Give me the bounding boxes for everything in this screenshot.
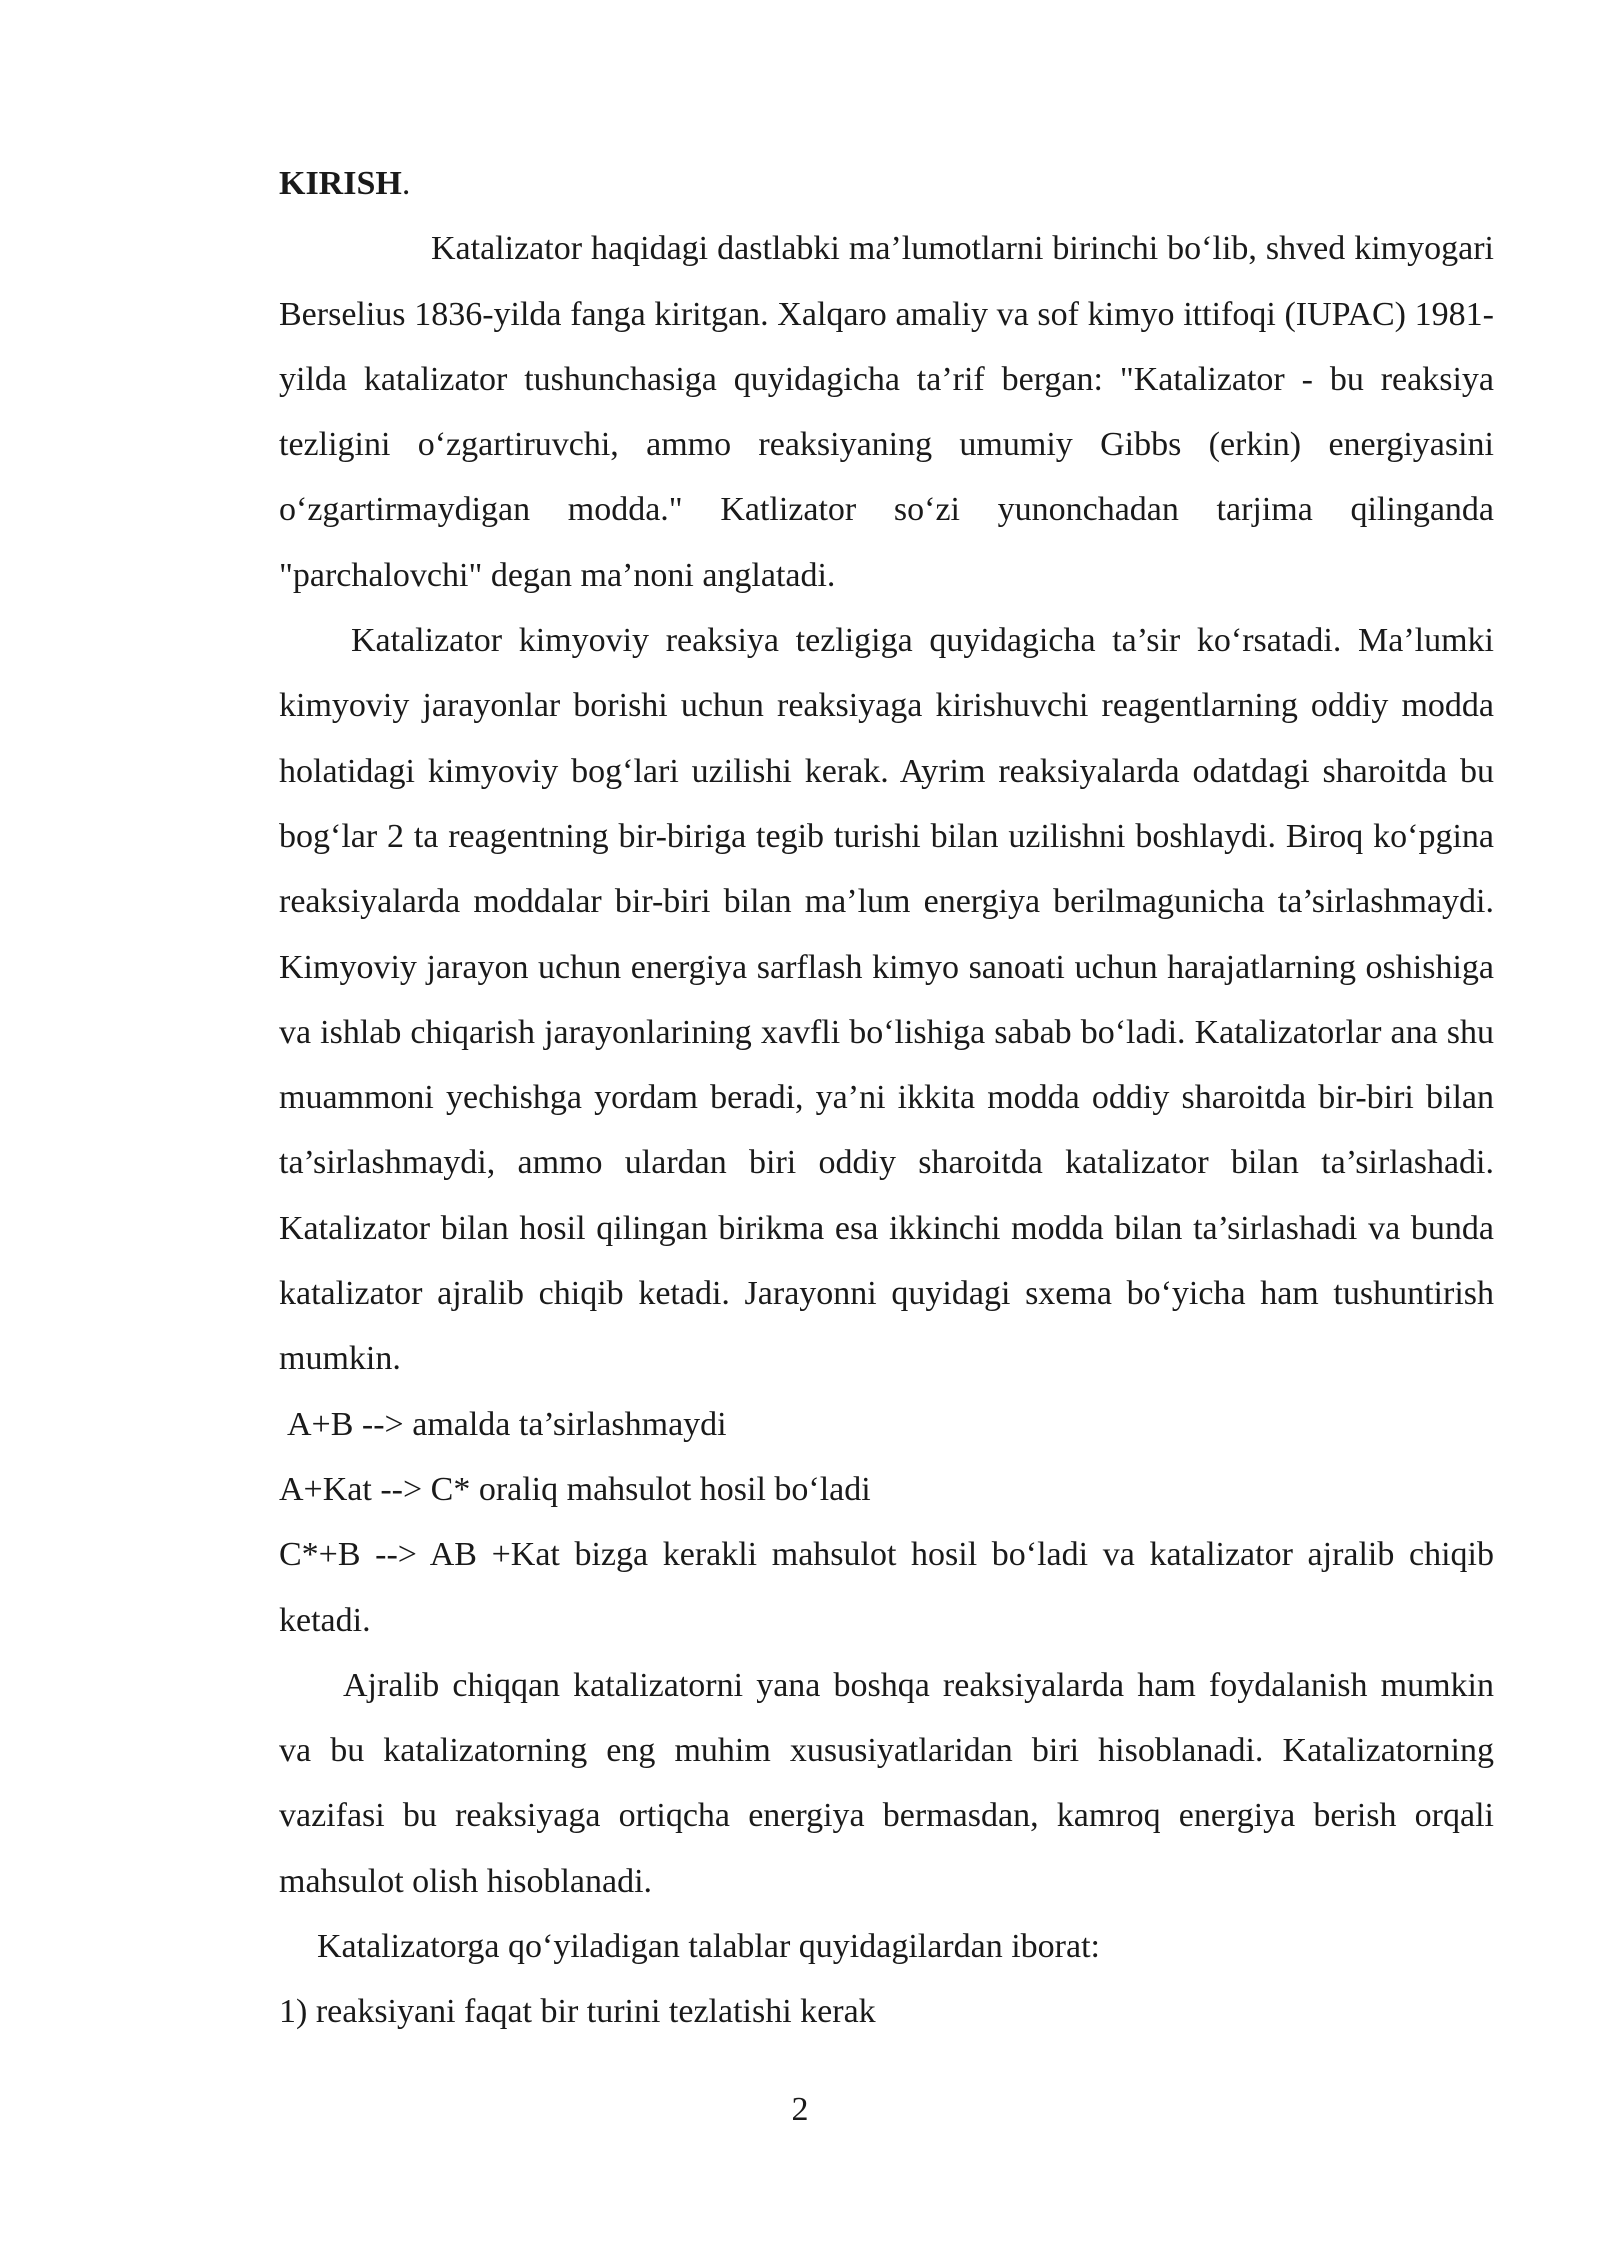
section-heading-suffix: .: [401, 165, 411, 202]
scheme-line: A+Kat --> C* oraliq mahsulot hosil bo‘ladi: [279, 1470, 871, 1508]
requirements-list: [279, 1979, 1494, 2044]
paragraph-reuse: Ajralib chiqqan katalizatorni yana boshqa reaksiyalarda ham foydalanish mumkin va bu katalizatorning eng muhim xususiyatlaridan biri hisoblanadi. Katalizatorning vazifasi bu reaksiyaga ortiqcha energiya bermasdan, kamroq energiya berish orqali mahsulot olish hisoblanadi.: [279, 1666, 1494, 1900]
scheme-line: C*+B --> AB +Kat bizga kerakli mahsulot hosil bo‘ladi va katalizator ajralib chiqib ketadi.: [279, 1536, 1494, 1639]
section-heading-title: KIRISH: [279, 165, 402, 202]
section-heading: [279, 151, 1494, 216]
reaction-scheme: [279, 1392, 1494, 1653]
paragraph-intro: Katalizator haqidagi dastlabki ma’lumotlarni birinchi bo‘lib, shved kimyogari Berselius 1836-yilda fanga kiritgan. Xalqaro amaliy va sof kimyo ittifoqi (IUPAC) 1981-yilda katalizator tushunchasiga quyidagicha ta’rif bergan: "Katalizator - bu reaksiya tezligini o‘zgartiruvchi, ammo reaksiyaning umumiy Gibbs (erkin) energiyasini o‘zgartirmaydigan modda." Katlizator so‘zi yunonchadan tarjima qilinganda "parchalovchi" degan ma’noni anglatadi.: [279, 230, 1494, 594]
requirement-item: 1) reaksiyani faqat bir turini tezlatishi kerak: [279, 1993, 876, 2031]
scheme-line: A+B --> amalda ta’sirlashmaydi: [287, 1405, 727, 1443]
requirements-intro: Katalizatorga qo‘yiladigan talablar quyidagilardan iborat:: [317, 1928, 1100, 1966]
paragraph-mechanism: Katalizator kimyoviy reaksiya tezligiga quyidagicha ta’sir ko‘rsatadi. Ma’lumki kimyoviy jarayonlar borishi uchun reaksiyaga kirishuvchi reagentlarning oddiy modda holatidagi kimyoviy bog‘lari uzilishi kerak. Ayrim reaksiyalarda odatdagi sharoitda bu bog‘lar 2 ta reagentning bir-biriga tegib turishi bilan uzilishni boshlaydi. Biroq ko‘pgina reaksiyalarda moddalar bir-biri bilan ma’lum energiya berilmagunicha ta’sirlashmaydi. Kimyoviy jarayon uchun energiya sarflash kimyo sanoati uchun harajatlarning oshishiga va ishlab chiqarish jarayonlarining xavfli bo‘lishiga sabab bo‘ladi. Katalizatorlar ana shu muammoni yechishga yordam beradi, ya’ni ikkita modda oddiy sharoitda bir-biri bilan ta’sirlashmaydi, ammo ulardan biri oddiy sharoitda katalizator bilan ta’sirlashadi. Katalizator bilan hosil qilingan birikma esa ikkinchi modda bilan ta’sirlashadi va bunda katalizator ajralib chiqib ketadi. Jarayonni quyidagi sxema bo‘yicha ham tushuntirish mumkin.: [279, 622, 1494, 1378]
document-body: [279, 151, 1494, 2045]
page-number: 2: [791, 2091, 809, 2128]
